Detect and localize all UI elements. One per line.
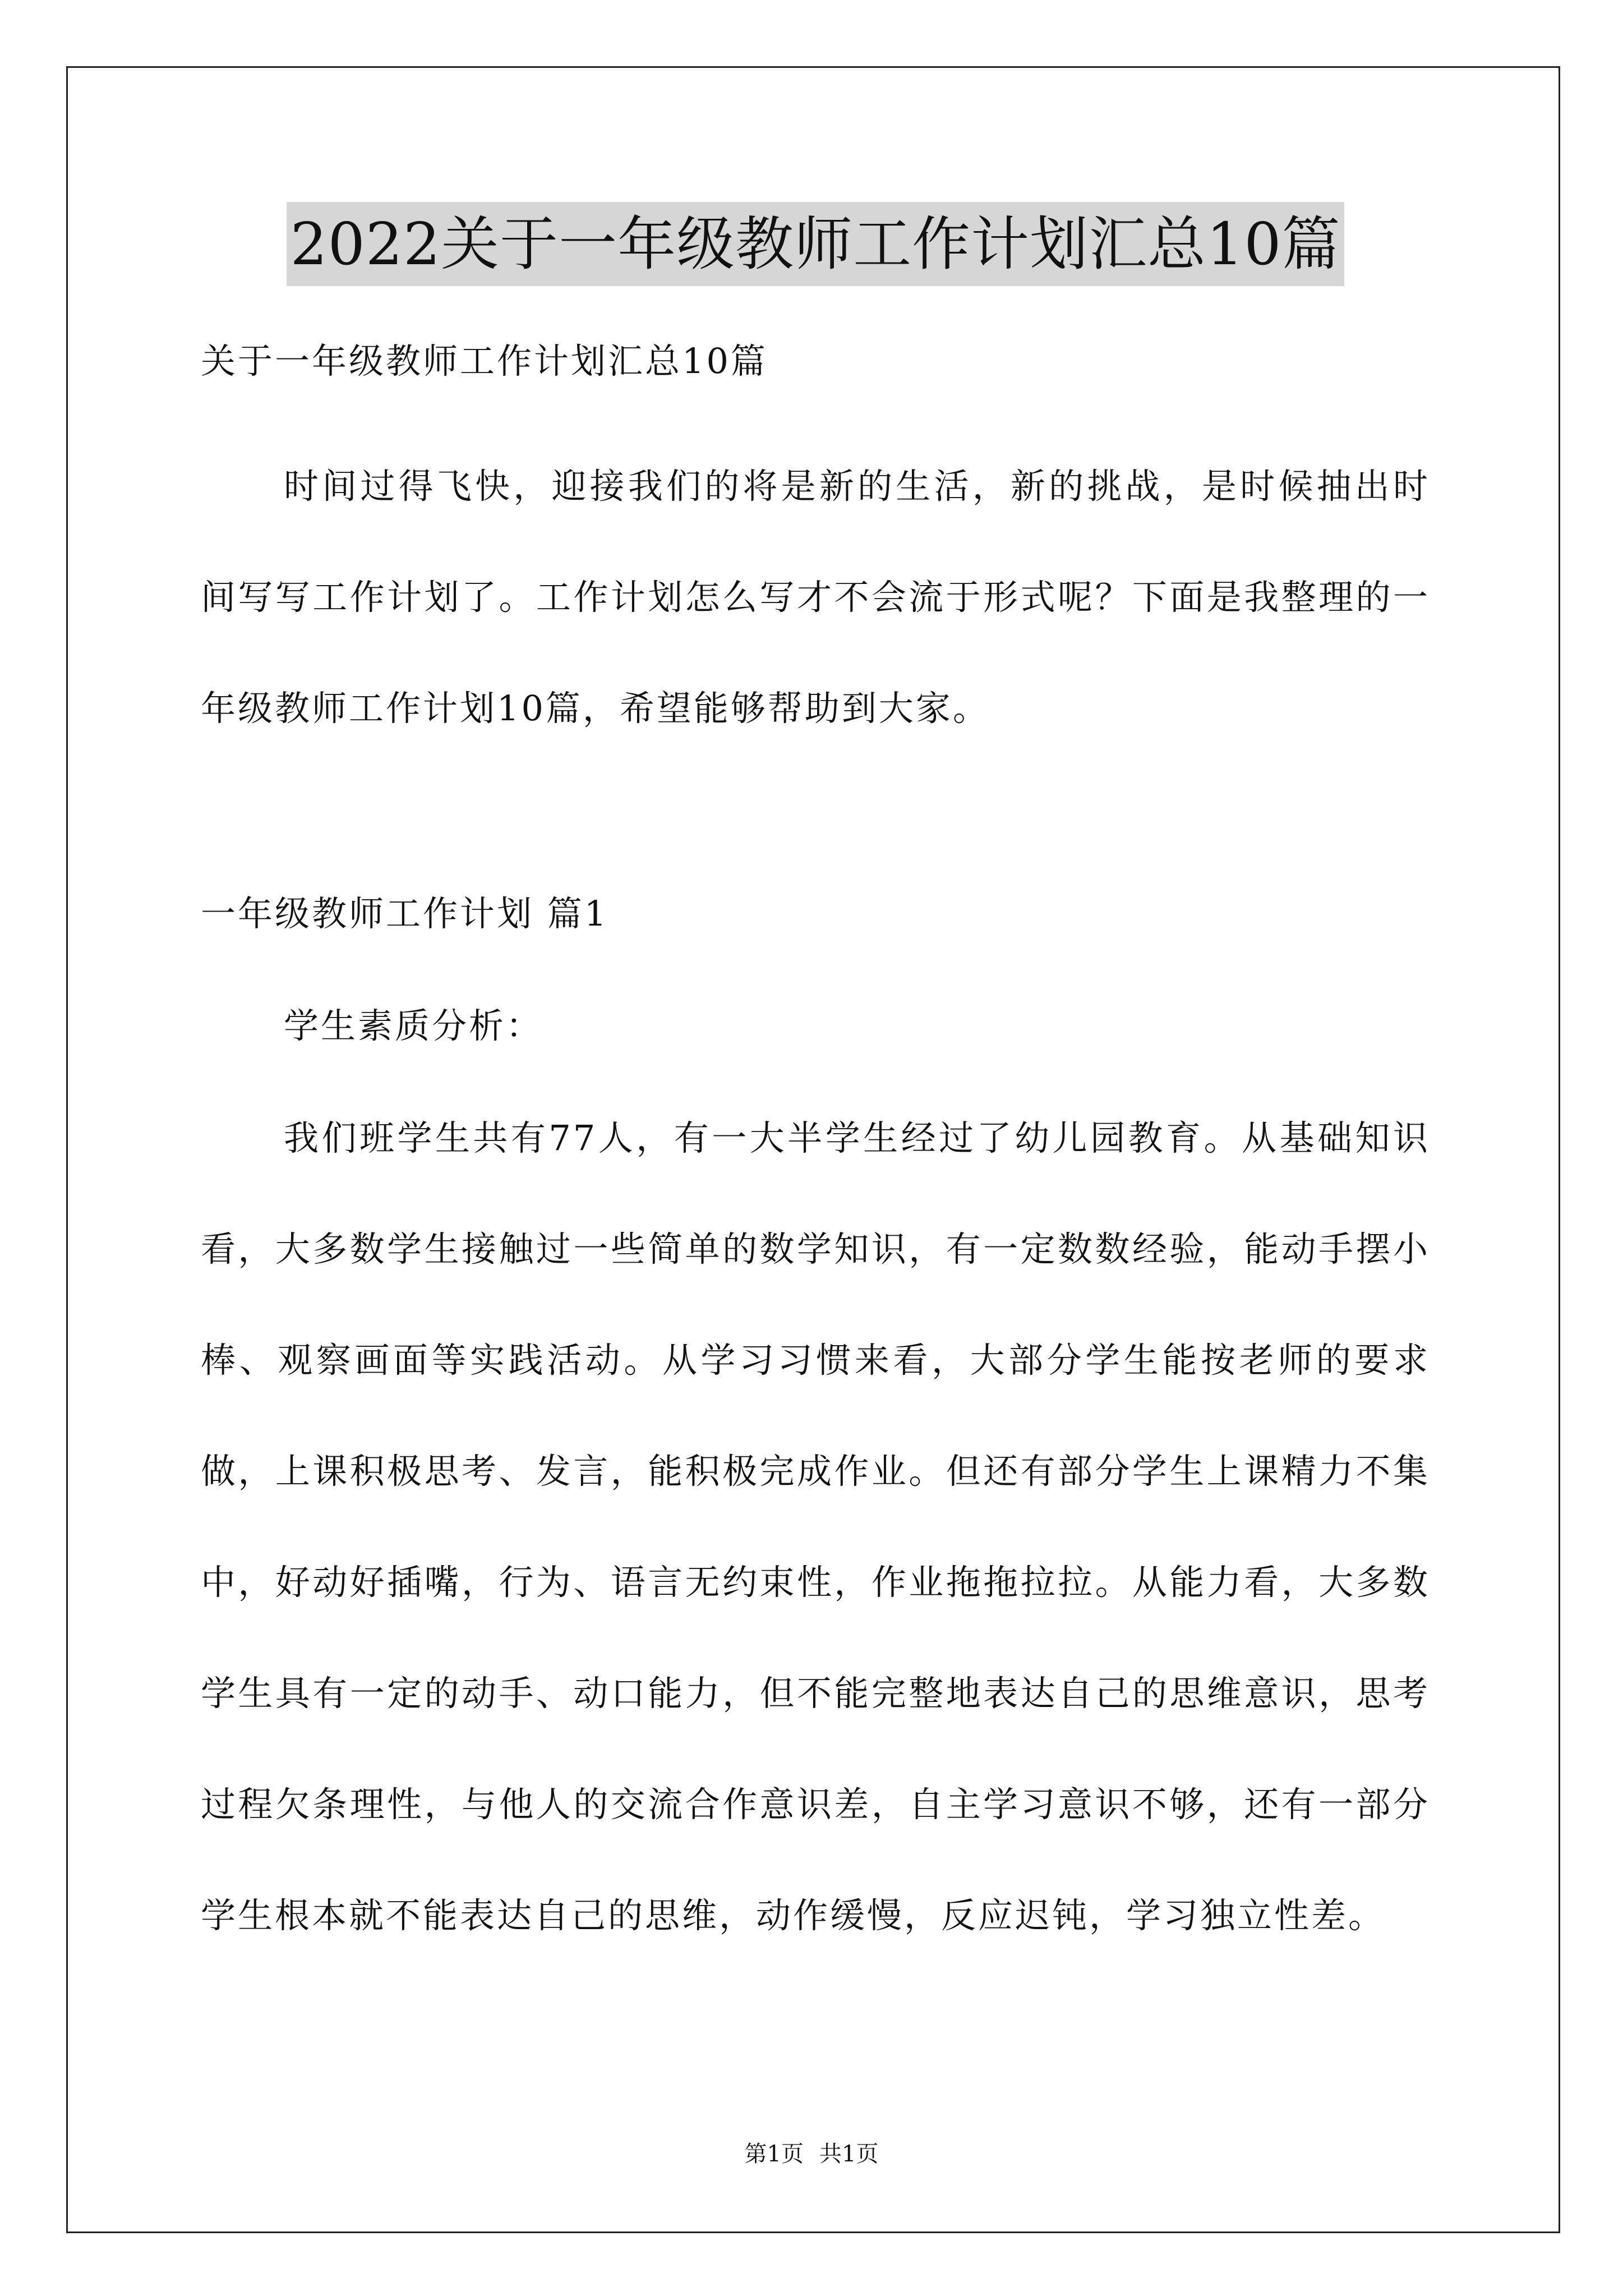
section-heading: 一年级教师工作计划 篇1: [201, 893, 609, 934]
page-number: 第1页: [744, 2141, 804, 2167]
document-title: 2022关于一年级教师工作计划汇总10篇: [287, 202, 1344, 286]
page-total: 共1页: [819, 2141, 879, 2167]
title-container: [201, 202, 1430, 286]
document-subtitle: 关于一年级教师工作计划汇总10篇: [201, 341, 768, 381]
section-subheading: 学生素质分析：: [284, 1005, 543, 1046]
body-paragraph: 我们班学生共有77人，有一大半学生经过了幼儿园教育。从基础知识看，大多数学生接触过一些简单的数学知识，有一定数数经验，能动手摆小棒、观察画面等实践活动。从学习习惯来看，大部分学生能按老师的要求做，上课积极思考、发言，能积极完成作业。但还有部分学生上课精力不集中，好动好插嘴，行为、语言无约束性，作业拖拖拉拉。从能力看，大多数学生具有一定的动手、动口能力，但不能完整地表达自己的思维意识，思考过程欠条理性，与他人的交流合作意识差，自主学习意识不够，还有一部分学生根本就不能表达自己的思维，动作缓慢，反应迟钝，学习独立性差。: [201, 1117, 1430, 1936]
page-footer: [0, 2137, 1623, 2171]
intro-paragraph: 时间过得飞快，迎接我们的将是新的生活，新的挑战，是时候抽出时间写写工作计划了。工作计划怎么写才不会流于形式呢？下面是我整理的一年级教师工作计划10篇，希望能够帮助到大家。: [201, 466, 1430, 729]
